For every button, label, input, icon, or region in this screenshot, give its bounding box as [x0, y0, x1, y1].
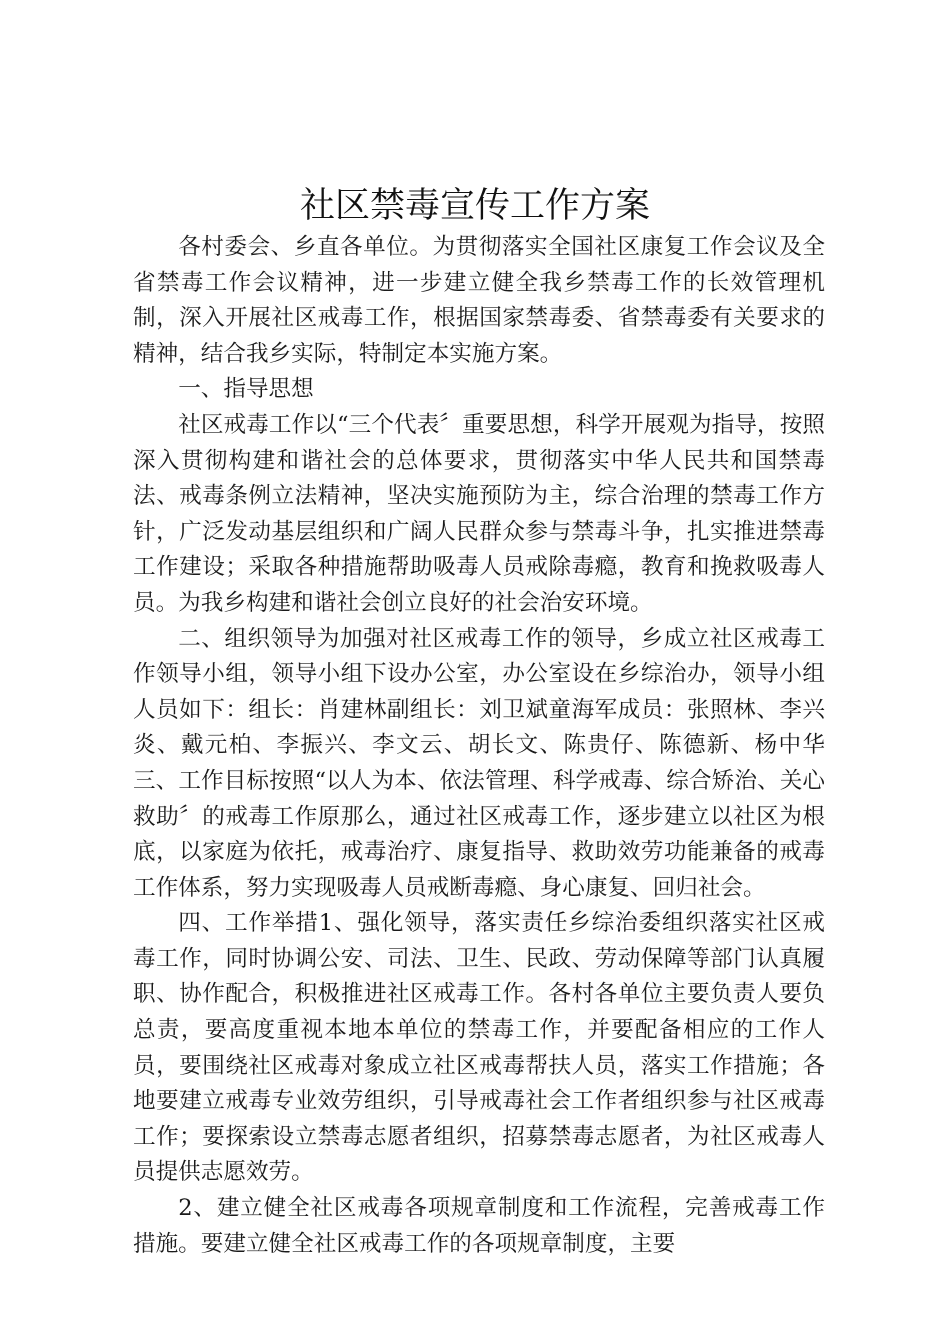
regulations-paragraph: 2、建立健全社区戒毒各项规章制度和工作流程，完善戒毒工作措施。要建立健全社区戒毒工作的各项规章制度，主要 [133, 1195, 825, 1257]
organization-leadership-paragraph: 二、组织领导为加强对社区戒毒工作的领导，乡成立社区戒毒工作领导小组，领导小组下设办公室，办公室设在乡综治办，领导小组人员如下：组长：肖建林副组长：刘卫斌童海军成员：张照林、李兴炎、戴元柏、李振兴、李文云、胡长文、陈贵仔、陈德新、杨中华三、工作目标按照“以人为本、依法管理、科学戒毒、综合矫治、关心救助〞的戒毒工作原那么，通过社区戒毒工作，逐步建立以社区为根底，以家庭为依托，戒毒治疗、康复指导、救助效劳功能兼备的戒毒工作体系，努力实现吸毒人员戒断毒瘾、身心康复、回归社会。 [133, 625, 825, 901]
section-heading-guiding-ideology: 一、指导思想 [178, 376, 314, 403]
intro-paragraph: 各村委会、乡直各单位。为贯彻落实全国社区康复工作会议及全省禁毒工作会议精神，进一步建立健全我乡禁毒工作的长效管理机制，深入开展社区戒毒工作，根据国家禁毒委、省禁毒委有关要求的精神，结合我乡实际，特制定本实施方案。 [133, 234, 825, 367]
document-body [133, 230, 825, 1262]
work-measures-paragraph: 四、工作举措1、强化领导，落实责任乡综治委组织落实社区戒毒工作，同时协调公安、司法、卫生、民政、劳动保障等部门认真履职、协作配合，积极推进社区戒毒工作。各村各单位主要负责人要负总责，要高度重视本地本单位的禁毒工作，并要配备相应的工作人员，要围绕社区戒毒对象成立社区戒毒帮扶人员，落实工作措施；各地要建立戒毒专业效劳组织，引导戒毒社会工作者组织参与社区戒毒工作；要探索设立禁毒志愿者组织，招募禁毒志愿者，为社区戒毒人员提供志愿效劳。 [133, 910, 825, 1186]
guiding-ideology-paragraph: 社区戒毒工作以“三个代表〞重要思想，科学开展观为指导，按照深入贯彻构建和谐社会的总体要求，贯彻落实中华人民共和国禁毒法、戒毒条例立法精神，坚决实施预防为主，综合治理的禁毒工作方针，广泛发动基层组织和广阔人民群众参与禁毒斗争，扎实推进禁毒工作建设；采取各种措施帮助吸毒人员戒除毒瘾，教育和挽救吸毒人员。为我乡构建和谐社会创立良好的社会治安环境。 [133, 411, 825, 616]
document-title: 社区禁毒宣传工作方案 [299, 186, 650, 226]
